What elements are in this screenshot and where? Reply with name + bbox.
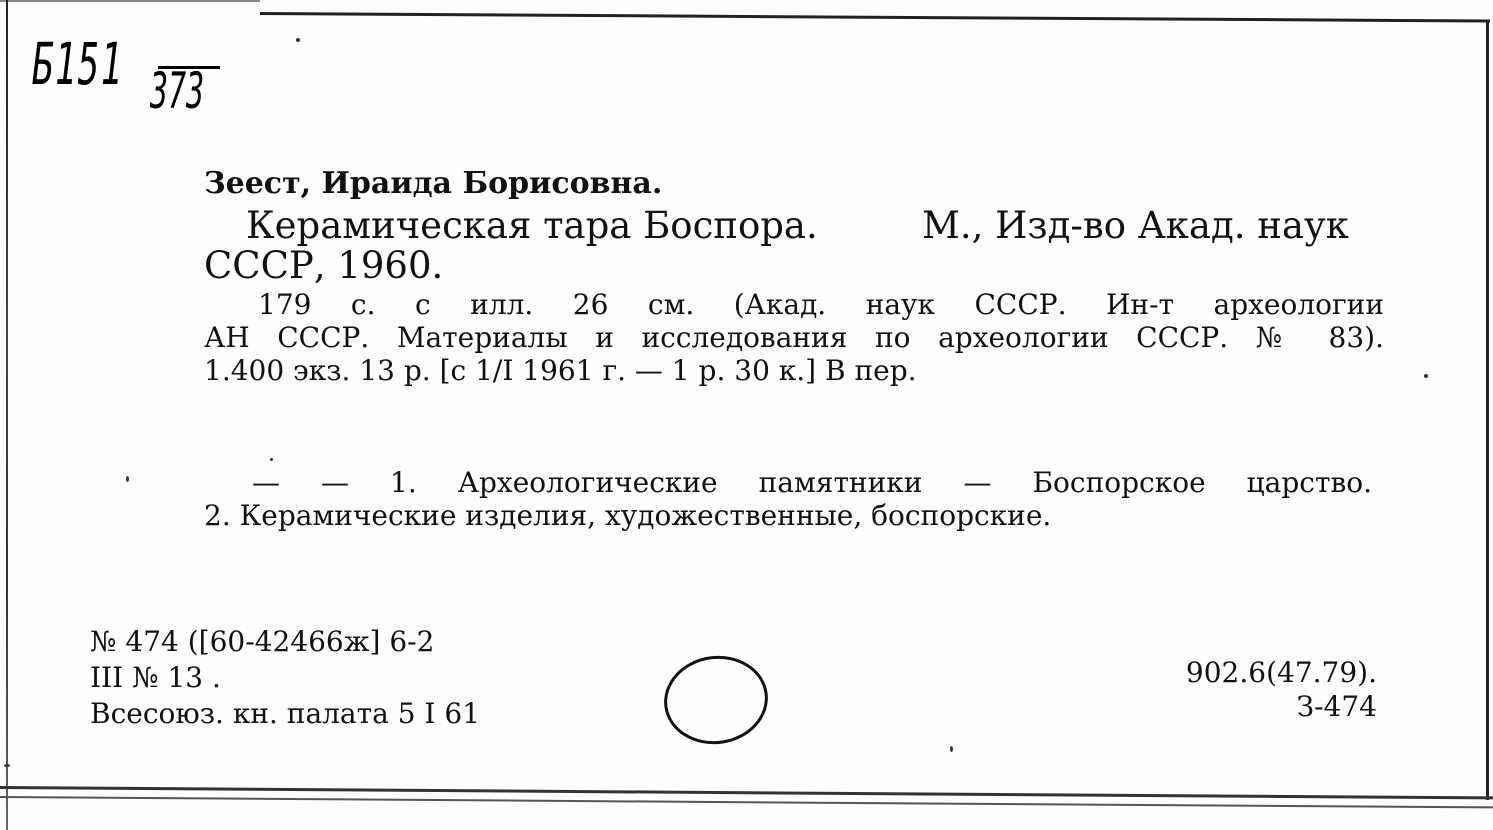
- shelfmark-handwritten: Б151: [32, 30, 124, 98]
- card-edge-top-left: [0, 0, 260, 2]
- card-edge-left: [6, 0, 8, 830]
- description-line: 1.400 экз. 13 р. [с 1/I 1961 г. — 1 р. 30 к.] В пер.: [204, 354, 917, 387]
- scan-speck: [296, 38, 300, 42]
- scan-speck: [1424, 374, 1428, 378]
- subject-line: 2. Керамические изделия, художественные, боспорские.: [204, 499, 1052, 532]
- subject-headings: [204, 466, 1372, 532]
- card-edge-right: [1486, 20, 1489, 800]
- scan-speck: [950, 746, 953, 752]
- publisher: М., Изд-во Акад. наук: [922, 204, 1349, 247]
- imprint-line: № 474 ([60-42466ж] 6-2: [90, 625, 435, 658]
- physical-description: [204, 288, 1384, 387]
- author-mark: З-474: [1296, 690, 1377, 723]
- imprint-line: Всесоюз. кн. палата 5 I 61: [90, 697, 481, 730]
- description-line: АН СССР. Материалы и исследования по археологии СССР. № 83).: [204, 321, 1384, 354]
- book-title: Керамическая тара Боспора.: [246, 204, 818, 247]
- card-punch-hole: [658, 649, 773, 751]
- shelfmark-number-handwritten: 373: [150, 62, 205, 120]
- publisher-continuation: СССР, 1960.: [204, 244, 444, 287]
- imprint-line: III № 13 .: [90, 661, 221, 694]
- scan-speck: [270, 458, 273, 461]
- imprint-block: [90, 624, 480, 732]
- title-line: [246, 204, 1380, 247]
- udc-code: 902.6(47.79).: [1185, 656, 1377, 689]
- classification-block: [1186, 656, 1377, 724]
- subject-line: — — 1. Археологические памятники — Боспорское царство.: [252, 466, 1372, 499]
- scan-speck: [4, 764, 10, 767]
- description-line: 179 с. с илл. 26 см. (Акад. наук СССР. Ин-т археологии: [258, 288, 1384, 321]
- card-edge-top: [260, 12, 1490, 23]
- scan-speck: [126, 476, 129, 482]
- author-heading: Зеест, Ираида Борисовна.: [204, 166, 663, 201]
